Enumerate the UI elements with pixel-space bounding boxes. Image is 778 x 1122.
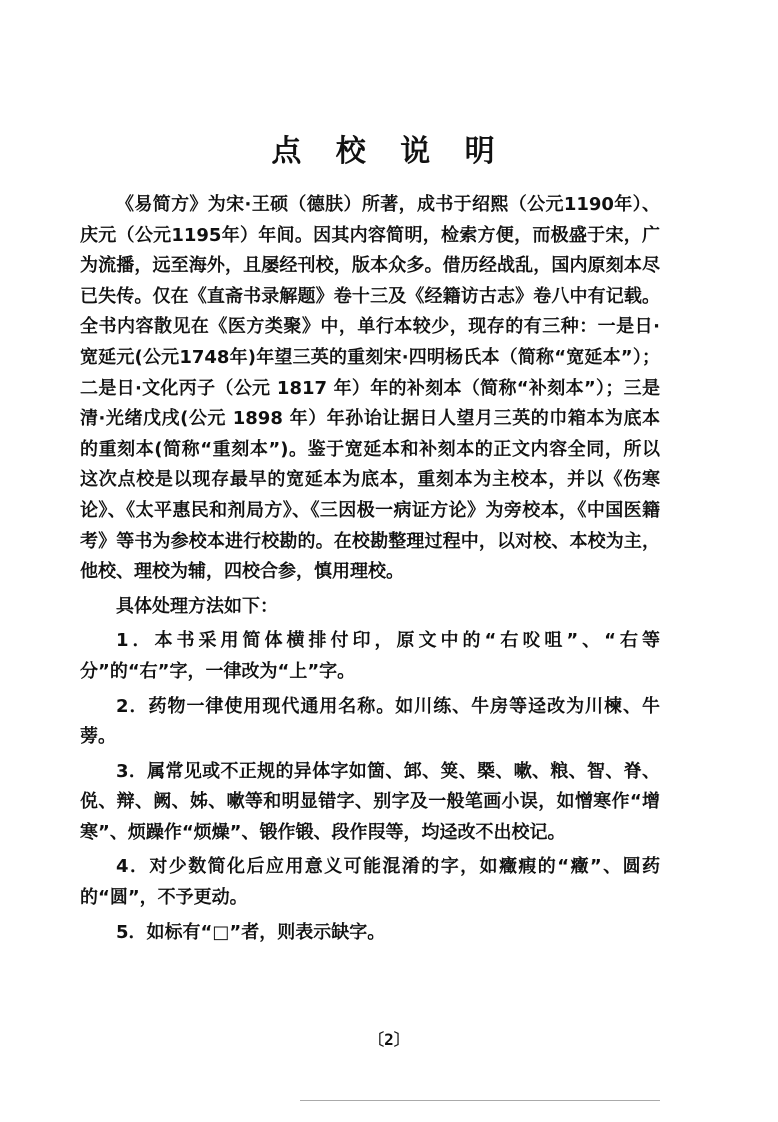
list-item-1: 1．本书采用简体横排付印，原文中的“右㕮咀”、“右等分”的“右”字，一律改为“上”字。 [80, 630, 660, 682]
body-text [80, 190, 660, 948]
page-number: 〔2〕 [368, 1030, 410, 1049]
list-item-2: 2．药物一律使用现代通用名称。如川练、牛房等迳改为川楝、牛蒡。 [80, 695, 660, 748]
paragraph-method-lead: 具体处理方法如下： [116, 595, 278, 617]
bottom-rule [300, 1100, 660, 1101]
page-title: 点 校 说 明 [271, 134, 507, 169]
list-item-4: 4．对少数简化后应用意义可能混淆的字，如癥瘕的“癥”、圆药的“圆”，不予更动。 [80, 856, 660, 909]
paragraph-intro: 《易简方》为宋·王硕（德肤）所著，成书于绍熙（公元1190年）、庆元（公元1195年）年间。因其内容简明，检索方便，而极盛于宋，广为流播，远至海外，且屡经刊校，版本众多。借历经战乱，国内原刻本尽已失传。仅在《直斋书录解题》卷十三及《经籍访古志》卷八中有记载。全书内容散见在《医方类聚》中，单行本较少，现存的有三种：一是日·宽延元(公元1748年)年望三英的重刻宋·四明杨氏本（简称“宽延本”）；二是日·文化丙子（公元 1817 年）年的补刻本（简称“补刻本”）；三是清·光绪戊戌(公元 1898 年）年孙诒让据日人望月三英的巾箱本为底本的重刻本(简称“重刻本”)。鉴于宽延本和补刻本的正文内容全同，所以这次点校是以现存最早的宽延本为底本，重刻本为主校本，并以《伤寒论》、《太平惠民和剂局方》、《三因极一病证方论》为旁校本，《中国医籍考》等书为参校本进行校勘的。在校勘整理过程中，以对校、本校为主，他校、理校为辅，四校合参，慎用理校。 [80, 194, 660, 583]
list-item-5: 5．如标有“□”者，则表示缺字。 [116, 921, 386, 943]
list-item-3: 3．属常见或不正规的异体字如箇、䣃、䇲、槩、嗽、粮、智、脊、侻、辩、阙、姊、嗽等和明显错字、别字及一般笔画小误，如憎寒作“增寒”、烦躁作“烦燥”、锻作锻、段作叚等，均迳改不出校记。 [80, 760, 660, 843]
